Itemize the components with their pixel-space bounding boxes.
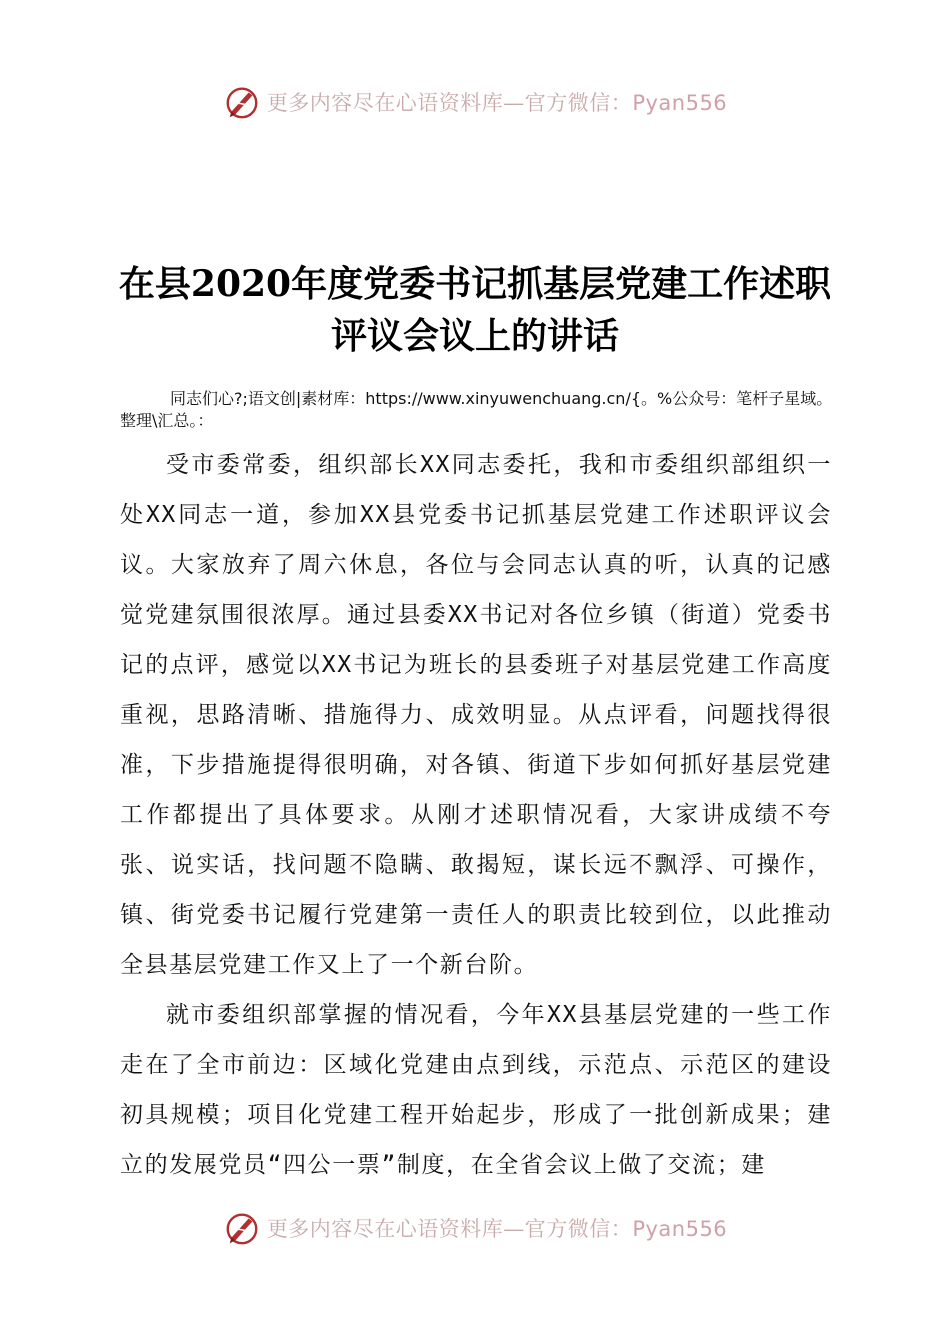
paragraph: 受市委常委，组织部长XX同志委托，我和市委组织部组织一处XX同志一道，参加XX县党委书记抓基层党建工作述职评议会议。大家放弃了周六休息，各位与会同志认真的听，认真的记感觉党建氛围很浓厚。通过县委XX书记对各位乡镇（街道）党委书记的点评，感觉以XX书记为班长的县委班子对基层党建工作高度重视，思路清晰、措施得力、成效明显。从点评看，问题找得很准，下步措施提得很明确，对各镇、街道下步如何抓好基层党建工作都提出了具体要求。从刚才述职情况看，大家讲成绩不夸张、说实话，找问题不隐瞒、敢揭短，谋长远不飘浮、可操作，镇、街党委书记履行党建第一责任人的职责比较到位，以此推动全县基层党建工作又上了一个新台阶。 [120, 452, 832, 978]
watermark-text: 更多内容尽在心语资料库—官方微信： [266, 91, 633, 115]
pen-logo-icon [223, 1209, 261, 1247]
watermark-header [0, 80, 950, 124]
watermark-text: 更多内容尽在心语资料库—官方微信： [266, 1217, 633, 1241]
title-line-1: 在县2020年度党委书记抓基层党建工作述职 [118, 263, 832, 305]
source-note: 同志们心?;语文创|素材库：https://www.xinyuwenchuang.cn/{。%公众号：笔杆子星域。整理\汇总。： [120, 389, 833, 430]
watermark-footer [0, 1206, 950, 1250]
document-body [120, 440, 832, 1190]
document-title [90, 258, 860, 362]
watermark-wechat: Pyan556 [632, 91, 728, 115]
title-line-2: 评议会议上的讲话 [330, 315, 619, 357]
pen-logo-icon [223, 83, 261, 121]
watermark-wechat: Pyan556 [632, 1217, 728, 1241]
paragraph: 就市委组织部掌握的情况看，今年XX县基层党建的一些工作走在了全市前边：区域化党建由点到线，示范点、示范区的建设初具规模；项目化党建工程开始起步，形成了一批创新成果；建立的发展党员“四公一票”制度，在全省会议上做了交流；建 [120, 1002, 832, 1178]
